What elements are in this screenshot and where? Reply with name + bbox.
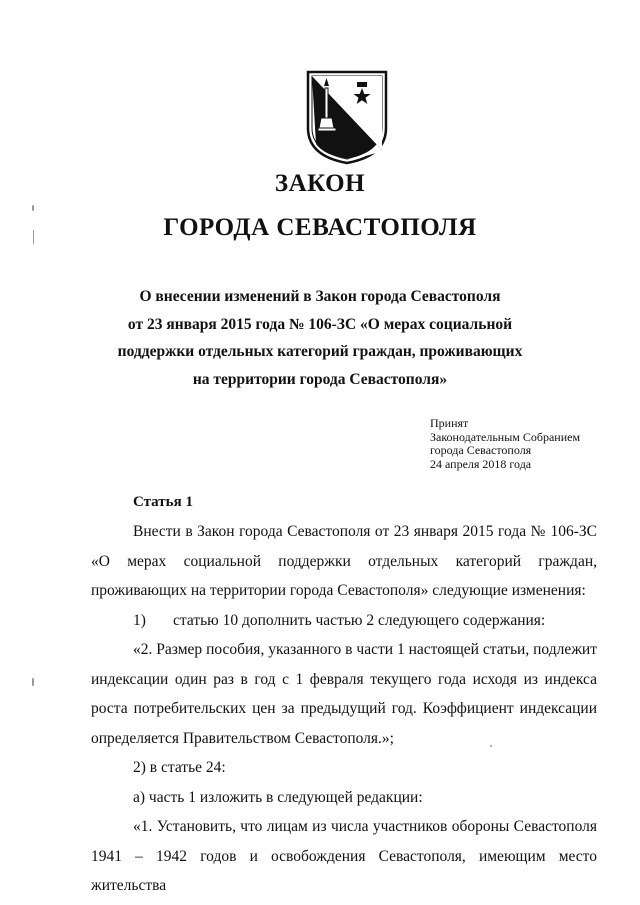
subtitle-line: О внесении изменений в Закон города Севастополя	[139, 288, 501, 305]
paragraph-line: «О мерах социальной поддержки отдельных категорий граждан,	[91, 552, 597, 570]
sevastopol-coat-of-arms-emblem	[302, 66, 392, 166]
quote-line: роста потребительских цен за предыдущий год. Коэффициент индексации	[91, 700, 597, 717]
list-item: а) часть 1 изложить в следующей редакции:	[133, 788, 423, 806]
scan-speck	[490, 745, 492, 747]
law-subtitle	[80, 283, 560, 393]
adoption-line: города Севастополя	[430, 443, 532, 457]
scan-speck	[33, 230, 34, 244]
law-title: ЗАКОН	[274, 170, 366, 197]
quote-line: «1. Установить, что лицам из числа участников обороны Севастополя	[133, 818, 597, 835]
adoption-line: Принят	[430, 416, 469, 430]
adoption-date: 24 апреля 2018 года	[430, 456, 532, 471]
adoption-line: Законодательным Собранием	[430, 429, 581, 444]
law-city-title: ГОРОДА СЕВАСТОПОЛЯ	[163, 214, 477, 241]
subtitle-line: от 23 января 2015 года № 106-ЗС «О мерах социальной	[127, 315, 513, 333]
article-body	[91, 517, 597, 894]
quote-line: индексации один раз в год с 1 февраля текущего года исходя из индекса	[91, 670, 597, 688]
quote-line: определяется Правительством Севастополя.»;	[91, 729, 394, 747]
list-item-text: статью 10 дополнить частью 2 следующего содержания:	[173, 611, 546, 629]
quote-line: 1941 – 1942 годов и освобождения Севастополя, имеющим место жительства	[91, 847, 597, 894]
list-item-number: 1)	[133, 611, 146, 629]
scan-speck	[32, 678, 34, 686]
article-heading: Статья 1	[133, 494, 193, 510]
scan-speck	[32, 205, 34, 211]
list-item: 2) в статье 24:	[133, 759, 226, 776]
list-item	[91, 606, 597, 636]
paragraph-line: Внести в Закон города Севастополя от 23 января 2015 года № 106-ЗС	[133, 523, 597, 540]
subtitle-line: поддержки отдельных категорий граждан, проживающих	[117, 343, 523, 360]
subtitle-line: на территории города Севастополя»	[192, 370, 448, 388]
paragraph-line: проживающих на территории города Севастополя» следующие изменения:	[91, 582, 586, 599]
adoption-note	[430, 417, 580, 471]
quote-line: «2. Размер пособия, указанного в части 1 настоящей статьи, подлежит	[133, 641, 597, 658]
